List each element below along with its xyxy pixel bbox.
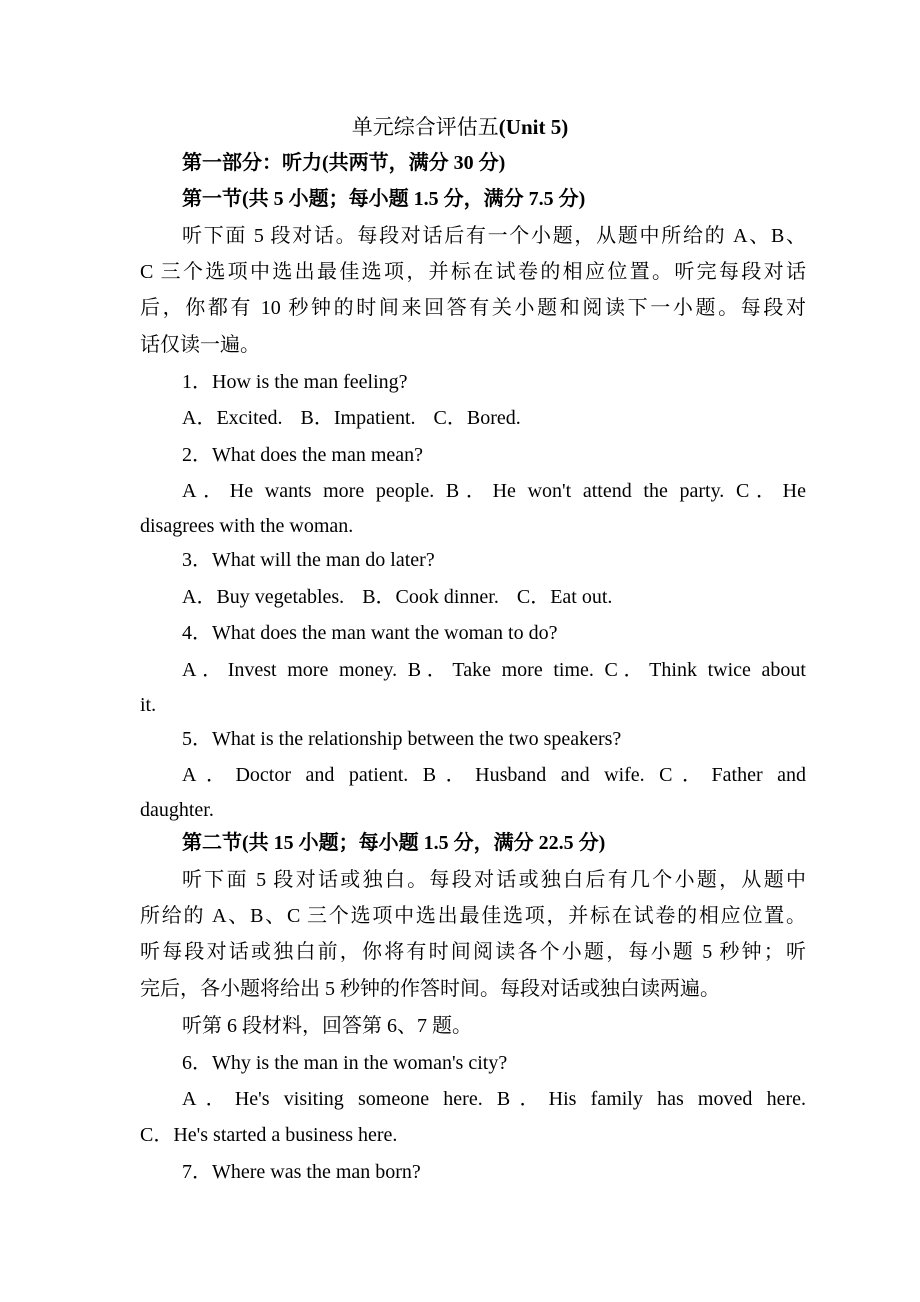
- question-7: 7．Where was the man born?: [182, 1161, 421, 1183]
- question-6-options-continued: C．He's started a business here.: [140, 1124, 398, 1146]
- section2-instruction-line: 听下面 5 段对话或独白。每段对话或独白后有几个小题，从题中: [182, 869, 806, 891]
- question-6-options: A．He's visiting someone here. B．His family has moved here.: [182, 1088, 806, 1110]
- section2-heading: 第二节(共 15 小题；每小题 1.5 分，满分 22.5 分): [182, 832, 606, 854]
- question-3: 3．What will the man do later?: [182, 549, 435, 571]
- question-2: 2．What does the man mean?: [182, 444, 424, 466]
- question-6: 6．Why is the man in the woman's city?: [182, 1052, 508, 1074]
- question-4-options: A．Invest more money. B．Take more time. C．Think twice about: [182, 659, 806, 681]
- option-a: A．Excited.: [182, 407, 283, 429]
- section2-instruction-line: 所给的 A、B、C 三个选项中选出最佳选项，并标在试卷的相应位置。: [140, 905, 806, 927]
- part1-heading: 第一部分：听力(共两节，满分 30 分): [182, 152, 506, 174]
- question-4-options-continued: it.: [140, 694, 157, 716]
- question-5-options-continued: daughter.: [140, 799, 214, 821]
- section1-instruction-line: 听下面 5 段对话。每段对话后有一个小题，从题中所给的 A、B、: [182, 225, 806, 247]
- question-2-options-continued: disagrees with the woman.: [140, 515, 354, 537]
- option-b: B．Impatient.: [300, 407, 416, 429]
- question-3-options: [182, 582, 806, 612]
- material-6-instruction: 听第 6 段材料，回答第 6、7 题。: [182, 1015, 472, 1037]
- question-1-options: [182, 403, 806, 433]
- option-c: C．Eat out.: [516, 586, 613, 608]
- section1-instruction-line: 话仅读一遍。: [140, 334, 260, 356]
- question-1: 1．How is the man feeling?: [182, 371, 408, 393]
- title-chinese: 单元综合评估五: [351, 115, 499, 139]
- option-a: A．Buy vegetables.: [182, 586, 345, 608]
- title-unit: (Unit 5): [498, 115, 569, 139]
- section2-instruction-line: 听每段对话或独白前，你将有时间阅读各个小题，每小题 5 秒钟；听: [140, 941, 806, 963]
- option-b: B．Cook dinner.: [362, 586, 499, 608]
- question-5: 5．What is the relationship between the two speakers?: [182, 728, 622, 750]
- question-2-options: A．He wants more people. B．He won't attend the party. C．He: [182, 480, 806, 502]
- question-5-options: A．Doctor and patient. B．Husband and wife. C．Father and: [182, 764, 806, 786]
- question-4: 4．What does the man want the woman to do?: [182, 622, 558, 644]
- section1-instruction-line: 后，你都有 10 秒钟的时间来回答有关小题和阅读下一小题。每段对: [140, 297, 806, 319]
- option-c: C．Bored.: [433, 407, 521, 429]
- document-title: [0, 112, 920, 142]
- section1-heading: 第一节(共 5 小题；每小题 1.5 分，满分 7.5 分): [182, 188, 586, 210]
- section1-instruction-line: C 三个选项中选出最佳选项，并标在试卷的相应位置。听完每段对话: [140, 261, 806, 283]
- section2-instruction-line: 完后，各小题将给出 5 秒钟的作答时间。每段对话或独白读两遍。: [140, 978, 720, 1000]
